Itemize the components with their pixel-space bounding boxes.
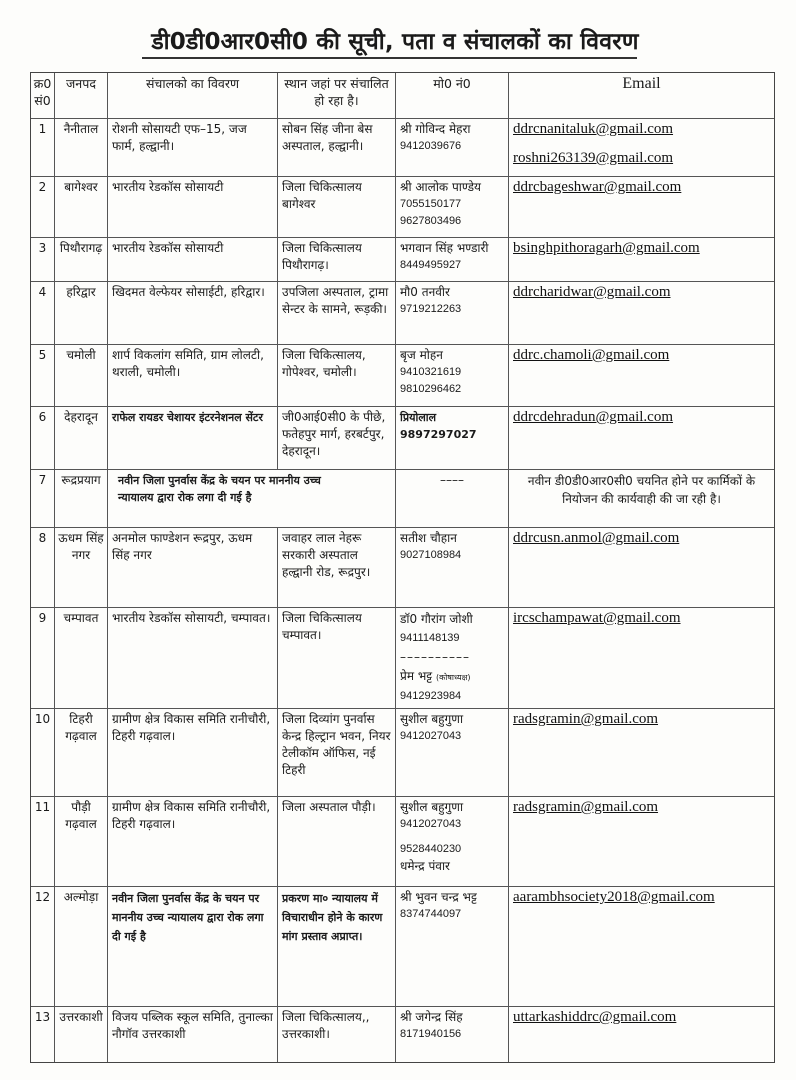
- row-district: नैनीताल: [54, 119, 107, 176]
- row-operator: भारतीय रेडकॉस सोसायटी: [107, 238, 277, 281]
- row-operator: रोशनी सोसायटी एफ–15, जज फार्म, हल्द्वानी।: [107, 119, 277, 176]
- contact-separator: ––––––––––: [400, 650, 470, 664]
- title-underline: [142, 57, 637, 59]
- table-row: [31, 886, 774, 1006]
- contact-phone: 9412039676: [400, 140, 462, 152]
- row-operator: भारतीय रेडकॉस सोसायटी, चम्पावत।: [107, 608, 277, 708]
- row-operator: राफेल रायडर चेशायर इंटरनेशनल सेंटर: [107, 407, 277, 469]
- contact-name: सुशील बहुगुणा: [400, 800, 464, 814]
- contact-phone-2: 9627803496: [400, 215, 462, 227]
- contact-role-2: (कोषाध्यक्ष): [435, 673, 471, 682]
- row-location: जिला अस्पताल पौड़ी।: [277, 797, 395, 886]
- contact-phone: 9410321619: [400, 366, 462, 378]
- row-location: जिला दिव्यांग पुनर्वास केन्द्र हिल्ट्रान भवन, नियर टेलीकॉम ऑफिस, नई टिहरी: [277, 709, 395, 796]
- row-sno: 7: [38, 473, 47, 487]
- row-email: [508, 345, 774, 406]
- row-operator: भारतीय रेडकॉस सोसायटी: [107, 177, 277, 237]
- table-row: [31, 344, 774, 406]
- contact-phone: 8374744097: [400, 908, 462, 920]
- contact-name-2: प्रेम भट्ट: [400, 669, 433, 683]
- row-location: प्रकरण मा० न्यायालय में विचाराधीन होने के कारण मांग प्रस्ताव अप्राप्त।: [277, 887, 395, 1006]
- row-location: जी0आई0सी0 के पीछे, फतेहपुर मार्ग, हरबर्टपुर, देहरादून।: [277, 407, 395, 469]
- contact-name: श्री जगेन्द्र सिंह: [400, 1010, 463, 1024]
- row-operator: शार्प विकलांग समिति, ग्राम लोलटी, थराली, चमोली।: [107, 345, 277, 406]
- header-district: जनपद: [54, 73, 107, 118]
- row-location: जिला चिकित्सालय, गोपेश्वर, चमोली।: [277, 345, 395, 406]
- row-sno: 2: [38, 180, 47, 194]
- contact-name: बृज मोहन: [400, 348, 443, 362]
- row-operator: अनमोल फाण्डेशन रूद्रपुर, ऊधम सिंह नगर: [107, 528, 277, 607]
- row-district: चम्पावत: [54, 608, 107, 708]
- email-link[interactable]: ddrcharidwar@gmail.com: [513, 284, 671, 300]
- table-row: [31, 406, 774, 469]
- ddrc-table: [30, 72, 775, 1063]
- contact-phone: 9897297027: [400, 428, 477, 441]
- email-link[interactable]: ddrcdehradun@gmail.com: [513, 409, 674, 425]
- row-email: [508, 797, 774, 886]
- row-sno: 4: [38, 285, 47, 299]
- row-location: उपजिला अस्पताल, ट्रामा सेन्टर के सामने, रूड़की।: [277, 282, 395, 344]
- email-link[interactable]: ddrcbageshwar@gmail.com: [513, 179, 682, 195]
- row-contact: [395, 345, 508, 406]
- row-email-note: नवीन डी0डी0आर0सी0 चयनित होने पर कार्मिकों के नियोजन की कार्यवाही की जा रही है।: [508, 470, 774, 527]
- row-email: [508, 1007, 774, 1062]
- table-row: [31, 118, 774, 176]
- row-contact: [395, 119, 508, 176]
- contact-name: श्री गोविन्द मेहरा: [400, 122, 471, 136]
- header-mobile: मो0 नं0: [395, 73, 508, 118]
- row-contact: [395, 709, 508, 796]
- email-link[interactable]: ddrcnanitaluk@gmail.com: [513, 121, 674, 137]
- row-operator-note: नवीन जिला पुनर्वास केंद्र के चयन पर माननीय उच्च न्यायालय द्वारा रोक लगा दी गई है: [107, 470, 395, 527]
- row-location: जिला चिकित्सालय चम्पावत।: [277, 608, 395, 708]
- email-link[interactable]: bsinghpithoragarh@gmail.com: [513, 240, 700, 256]
- row-location: जिला चिकित्सालय,, उत्तरकाशी।: [277, 1007, 395, 1062]
- contact-name-2: धमेन्द्र पंवार: [400, 859, 450, 873]
- table-row: [31, 796, 774, 886]
- row-contact: [395, 797, 508, 886]
- row-district: उत्तरकाशी: [54, 1007, 107, 1062]
- row-email: [508, 407, 774, 469]
- email-link-secondary[interactable]: roshni263139@gmail.com: [513, 150, 674, 166]
- contact-phone-2: 9810296462: [400, 383, 462, 395]
- row-operator: ग्रामीण क्षेत्र विकास समिति रानीचौरी, टिहरी गढ़वाल।: [107, 797, 277, 886]
- row-email: [508, 528, 774, 607]
- row-operator: विजय पब्लिक स्कूल समिति, तुनाल्का नौगॉव उत्तरकाशी: [107, 1007, 277, 1062]
- row-email: [508, 608, 774, 708]
- row-email: [508, 709, 774, 796]
- row-district: पौड़ी गढ़वाल: [54, 797, 107, 886]
- email-link[interactable]: radsgramin@gmail.com: [513, 711, 659, 727]
- row-contact: [395, 887, 508, 1006]
- row-contact: [395, 608, 508, 708]
- row-email: [508, 282, 774, 344]
- row-sno: 10: [34, 712, 51, 726]
- contact-name: सतीश चौहान: [400, 531, 457, 545]
- contact-phone: 8171940156: [400, 1028, 462, 1040]
- row-sno: 11: [34, 800, 51, 814]
- row-district: बागेश्वर: [54, 177, 107, 237]
- contact-name: भगवान सिंह भण्डारी: [400, 241, 489, 255]
- row-contact: [395, 407, 508, 469]
- table-row: [31, 176, 774, 237]
- row-location: जिला चिकित्सालय बागेश्वर: [277, 177, 395, 237]
- row-email: [508, 119, 774, 176]
- row-location: सोबन सिंह जीना बेस अस्पताल, हल्द्वानी।: [277, 119, 395, 176]
- row-operator: खिदमत वेल्फेयर सोसाईटी, हरिद्वार।: [107, 282, 277, 344]
- row-district: रूद्रप्रयाग: [54, 470, 107, 527]
- row-district: अल्मोड़ा: [54, 887, 107, 1006]
- contact-name: सुशील बहुगुणा: [400, 712, 464, 726]
- header-email: Email: [508, 73, 774, 118]
- table-row: [31, 708, 774, 796]
- email-link[interactable]: aarambhsociety2018@gmail.com: [513, 889, 715, 905]
- header-sno: [31, 73, 54, 118]
- contact-phone: 9411148139: [400, 632, 460, 644]
- row-operator: ग्रामीण क्षेत्र विकास समिति रानीचौरी, टिहरी गढ़वाल।: [107, 709, 277, 796]
- row-sno: 8: [38, 531, 47, 545]
- row-sno: 9: [38, 611, 47, 625]
- contact-name-2-wrap: [400, 667, 504, 687]
- contact-name: मौ0 तनवीर: [400, 285, 450, 299]
- contact-phone-2: 9412923984: [400, 690, 462, 702]
- email-link[interactable]: ddrcusn.anmol@gmail.com: [513, 530, 680, 546]
- row-sno: 12: [34, 890, 51, 904]
- row-email: [508, 887, 774, 1006]
- row-district: टिहरी गढ़वाल: [54, 709, 107, 796]
- email-link[interactable]: ddrc.chamoli@gmail.com: [513, 347, 670, 363]
- row-email: [508, 238, 774, 281]
- contact-phone: 7055150177: [400, 198, 462, 210]
- row-sno: 3: [38, 241, 47, 255]
- contact-phone: 9027108984: [400, 549, 462, 561]
- header-location: स्थान जहां पर संचालित हो रहा है।: [277, 73, 395, 118]
- contact-phone: 9719212263: [400, 303, 462, 315]
- row-sno: 13: [34, 1010, 51, 1024]
- contact-name: श्री भुवन चन्द्र भट्ट: [400, 890, 477, 904]
- row-contact: [395, 282, 508, 344]
- row-contact: [395, 177, 508, 237]
- row-district: देहरादून: [54, 407, 107, 469]
- row-district: हरिद्वार: [54, 282, 107, 344]
- row-sno: 6: [38, 410, 47, 424]
- table-row: [31, 281, 774, 344]
- contact-phone: 9412027043: [400, 730, 462, 742]
- row-district: चमोली: [54, 345, 107, 406]
- table-row: [31, 607, 774, 708]
- contact-name: प्रियोलाल: [400, 411, 437, 424]
- row-email: [508, 177, 774, 237]
- table-row: [31, 1006, 774, 1062]
- page-title: डी0डी0आर0सी0 की सूची, पता व संचालकों का विवरण: [151, 29, 639, 55]
- row-contact: ––––: [395, 470, 508, 527]
- email-link[interactable]: ircschampawat@gmail.com: [513, 610, 681, 626]
- row-location: जिला चिकित्सालय पिथौरागढ़।: [277, 238, 395, 281]
- header-operator: संचालको का विवरण: [107, 73, 277, 118]
- table-row: [31, 527, 774, 607]
- table-row: [31, 237, 774, 281]
- contact-phone-2: 9528440230: [400, 843, 462, 855]
- row-sno: 1: [38, 122, 47, 136]
- header-sno-line2: सं0: [34, 93, 51, 108]
- row-contact: [395, 1007, 508, 1062]
- contact-phone: 8449495927: [400, 259, 462, 271]
- email-link[interactable]: radsgramin@gmail.com: [513, 799, 659, 815]
- row-contact: [395, 238, 508, 281]
- contact-phone: 9412027043: [400, 818, 462, 830]
- contact-name: डॉ0 गौरांग जोशी: [400, 612, 473, 626]
- header-sno-line1: क्र0: [33, 76, 52, 91]
- email-link[interactable]: uttarkashiddrc@gmail.com: [513, 1009, 677, 1025]
- contact-name: श्री आलोक पाण्डेय: [400, 180, 481, 194]
- table-header-row: [31, 73, 774, 118]
- row-district: पिथौरागढ़: [54, 238, 107, 281]
- row-district: ऊधम सिंह नगर: [54, 528, 107, 607]
- row-operator: नवीन जिला पुनर्वास केंद्र के चयन पर माननीय उच्च न्यायालय द्वारा रोक लगा दी गई है: [107, 887, 277, 1006]
- row-sno: 5: [38, 348, 47, 362]
- row-location: जवाहर लाल नेहरू सरकारी अस्पताल हल्द्वानी रोड, रूद्रपुर।: [277, 528, 395, 607]
- table-row: [31, 469, 774, 527]
- row-contact: [395, 528, 508, 607]
